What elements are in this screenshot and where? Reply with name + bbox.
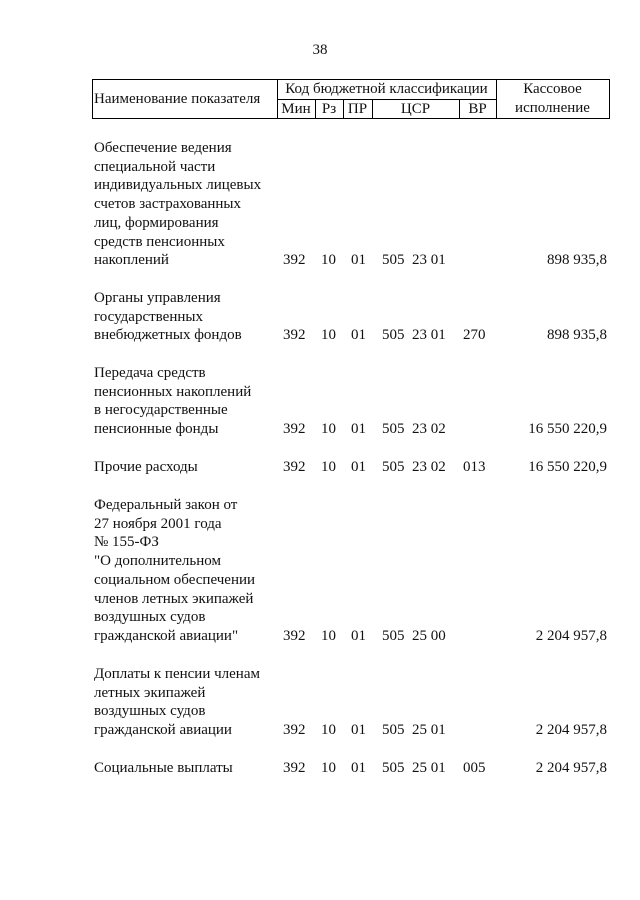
header-col-pr: ПР — [347, 101, 368, 117]
header-col-rz: Рз — [321, 101, 337, 117]
header-col-csr: ЦСР — [400, 101, 431, 117]
row-min: 392 — [283, 722, 306, 738]
row-pr: 01 — [351, 722, 366, 738]
row-csr: 505 25 01 — [382, 760, 446, 776]
row-pr: 01 — [351, 252, 366, 268]
row-min: 392 — [283, 459, 306, 475]
row-name: Прочие расходы — [94, 459, 198, 475]
row-amount: 16 550 220,9 — [528, 421, 607, 437]
row-pr: 01 — [351, 327, 366, 343]
header-bottom-border — [92, 118, 610, 119]
row-name: Социальные выплаты — [94, 760, 233, 776]
row-min: 392 — [283, 760, 306, 776]
row-rz: 10 — [321, 459, 336, 475]
row-rz: 10 — [321, 327, 336, 343]
row-csr: 505 25 01 — [382, 722, 446, 738]
row-rz: 10 — [321, 760, 336, 776]
header-code-group-label: Код бюджетной классификации — [285, 81, 488, 97]
row-name: Доплаты к пенсии членам летных экипажей воздушных судов гражданской авиации — [94, 666, 260, 739]
row-name: Органы управления государственных внебюджетных фондов — [94, 290, 242, 344]
row-pr: 01 — [351, 421, 366, 437]
header-top-border — [92, 79, 610, 80]
row-vr: 013 — [463, 459, 486, 475]
row-rz: 10 — [321, 722, 336, 738]
header-border-right — [609, 79, 610, 119]
row-vr: 005 — [463, 760, 486, 776]
header-border-left — [92, 79, 93, 119]
row-csr: 505 23 01 — [382, 252, 446, 268]
header-amount-label-2: исполнение — [515, 100, 590, 116]
header-mid-border — [277, 99, 496, 100]
row-amount: 2 204 957,8 — [535, 760, 607, 776]
row-name: Передача средств пенсионных накоплений в негосударственные пенсионные фонды — [94, 365, 252, 438]
row-pr: 01 — [351, 760, 366, 776]
header-amount-label-1: Кассовое — [523, 81, 582, 97]
row-pr: 01 — [351, 459, 366, 475]
row-rz: 10 — [321, 628, 336, 644]
row-name: Обеспечение ведения специальной части индивидуальных лицевых счетов застрахованных лиц, формирования средств пенсионных накоплений — [94, 140, 262, 269]
row-rz: 10 — [321, 252, 336, 268]
row-min: 392 — [283, 421, 306, 437]
row-min: 392 — [283, 628, 306, 644]
row-csr: 505 23 02 — [382, 421, 446, 437]
row-csr: 505 23 02 — [382, 459, 446, 475]
row-amount: 898 935,8 — [547, 327, 607, 343]
row-min: 392 — [283, 327, 306, 343]
header-col-min: Мин — [281, 101, 311, 117]
header-name-label: Наименование показателя — [94, 91, 261, 107]
row-rz: 10 — [321, 421, 336, 437]
page-number: 38 — [312, 42, 328, 58]
row-amount: 2 204 957,8 — [535, 722, 607, 738]
row-amount: 898 935,8 — [547, 252, 607, 268]
row-pr: 01 — [351, 628, 366, 644]
row-amount: 2 204 957,8 — [535, 628, 607, 644]
row-csr: 505 25 00 — [382, 628, 446, 644]
header-col-vr: ВР — [468, 101, 487, 117]
row-name: Федеральный закон от 27 ноября 2001 года № 155-ФЗ "О дополнительном социальном обеспечении членов летных экипажей воздушных судов гражданской авиации" — [94, 497, 256, 644]
row-csr: 505 23 01 — [382, 327, 446, 343]
row-vr: 270 — [463, 327, 486, 343]
row-min: 392 — [283, 252, 306, 268]
row-amount: 16 550 220,9 — [528, 459, 607, 475]
